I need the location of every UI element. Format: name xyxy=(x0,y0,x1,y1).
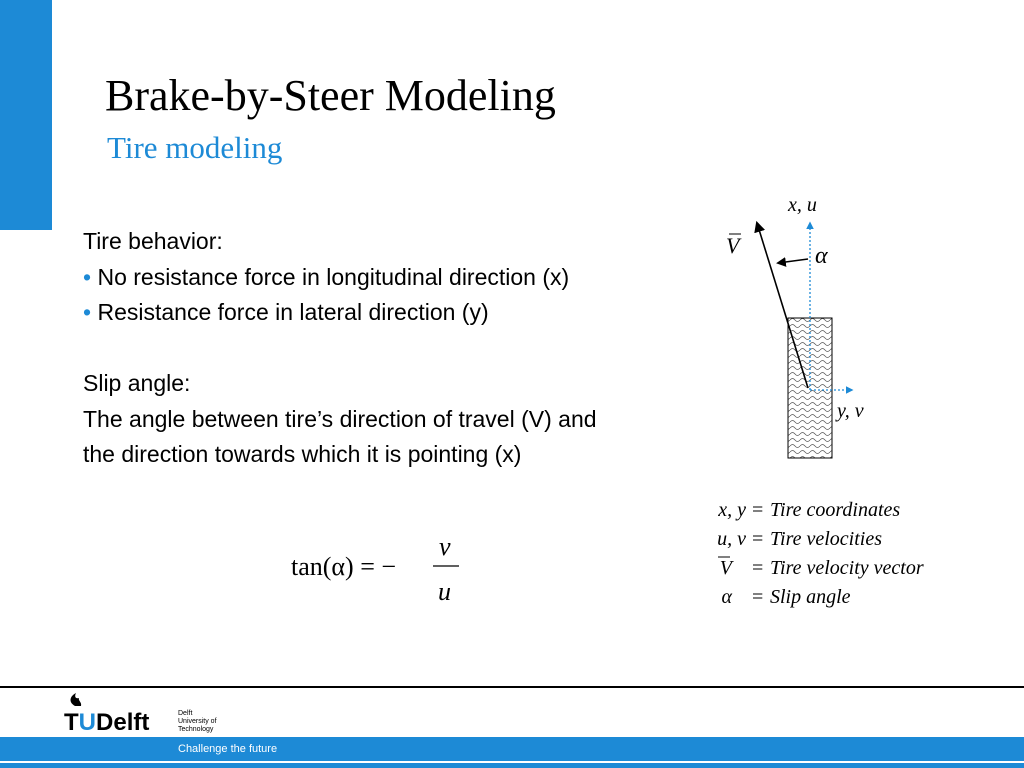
footer-bar xyxy=(0,737,1024,761)
footer-tagline: Challenge the future xyxy=(178,743,278,755)
accent-bar xyxy=(0,0,52,230)
formula-numerator: v xyxy=(439,532,451,561)
velocity-vector xyxy=(757,223,808,388)
bullet-text: No resistance force in longitudinal direction (x) xyxy=(97,263,570,290)
bullet-text: Resistance force in lateral direction (y) xyxy=(97,299,489,325)
bullet-icon: • xyxy=(83,299,92,325)
legend-symbol: α xyxy=(721,586,732,608)
legend-equals: = xyxy=(752,499,764,521)
slip-definition-line-2: the direction towards which it is pointing (x) xyxy=(83,441,522,467)
tire-behavior-heading: Tire behavior: xyxy=(83,228,223,254)
bullet-item-2 xyxy=(83,295,743,331)
formula-denominator: u xyxy=(438,577,451,606)
bullet-icon: • xyxy=(83,263,92,290)
legend-symbol: x, y xyxy=(718,499,746,521)
legend-equals: = xyxy=(752,557,764,579)
x-axis-label: x, u xyxy=(788,194,817,216)
angle-label: α xyxy=(815,243,828,269)
formula-lhs: tan(α) = − xyxy=(291,552,397,581)
velocity-label: V xyxy=(726,233,740,258)
legend-description: Slip angle xyxy=(770,586,851,608)
slide-subtitle: Tire modeling xyxy=(107,130,283,165)
legend-description: Tire coordinates xyxy=(770,499,901,521)
logo-subtext-1: Delft xyxy=(178,710,193,717)
legend-equals: = xyxy=(752,528,764,550)
legend-description: Tire velocities xyxy=(770,528,883,550)
legend-equals: = xyxy=(752,586,764,608)
slip-angle-arrow xyxy=(778,259,808,263)
slip-angle-heading: Slip angle: xyxy=(83,370,191,396)
slide-title: Brake-by-Steer Modeling xyxy=(105,71,556,120)
bullet-item-1 xyxy=(83,260,743,296)
slip-definition-line-1: The angle between tire’s direction of travel (V) and xyxy=(83,405,597,432)
logo-subtext-3: Technology xyxy=(178,726,214,733)
footer-rule xyxy=(0,686,1024,688)
tire-diagram xyxy=(690,185,890,470)
legend-symbol: V xyxy=(719,557,732,579)
footer-bottom-line xyxy=(0,763,1024,768)
flame-icon xyxy=(71,693,82,706)
symbol-legend xyxy=(690,495,980,615)
slip-angle-formula xyxy=(285,530,485,615)
logo-wordmark: TUDelft xyxy=(64,709,150,735)
logo-subtext-2: University of xyxy=(178,718,217,725)
legend-symbol: u, v xyxy=(717,528,746,550)
legend-description: Tire velocity vector xyxy=(770,557,924,579)
y-axis-label: y, v xyxy=(837,400,864,422)
body-text xyxy=(83,224,743,473)
tudelft-logo xyxy=(62,690,232,735)
